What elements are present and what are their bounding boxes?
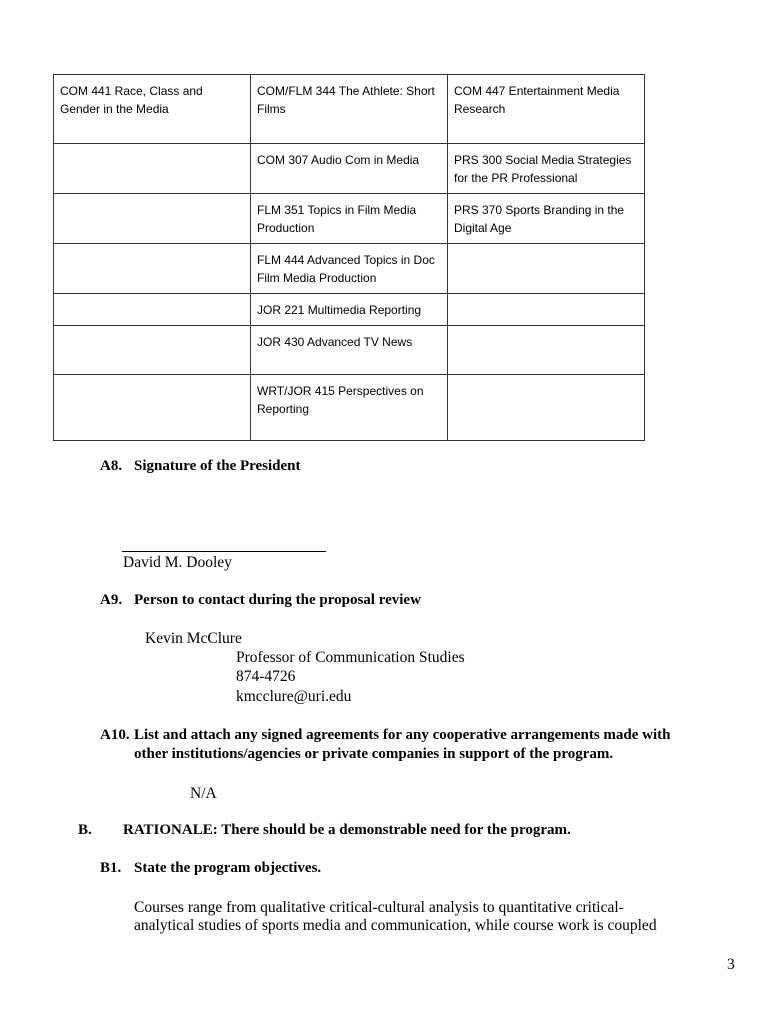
table-cell: COM 307 Audio Com in Media xyxy=(251,144,448,194)
section-a8-label: A8. xyxy=(100,458,123,474)
table-cell: COM 447 Entertainment Media Research xyxy=(448,75,645,144)
signature-line xyxy=(122,551,326,552)
table-cell: COM 441 Race, Class and Gender in the Media xyxy=(54,75,251,144)
table-cell: JOR 221 Multimedia Reporting xyxy=(251,294,448,326)
table-cell: COM/FLM 344 The Athlete: Short Films xyxy=(251,75,448,144)
page-number: 3 xyxy=(727,956,735,973)
table-cell: WRT/JOR 415 Perspectives on Reporting xyxy=(251,375,448,441)
section-b1-label: B1. xyxy=(100,860,122,876)
table-row xyxy=(54,375,645,441)
signer-name: David M. Dooley xyxy=(123,554,232,571)
section-b-title: RATIONALE: There should be a demonstrable need for the program. xyxy=(123,822,571,838)
table-cell xyxy=(54,375,251,441)
section-a9-label: A9. xyxy=(100,592,123,608)
section-a10-label: A10. xyxy=(100,727,130,743)
table-row xyxy=(54,326,645,375)
section-a10-line-2: other institutions/agencies or private companies in support of the program. xyxy=(134,746,614,762)
table-cell: FLM 351 Topics in Film Media Production xyxy=(251,194,448,244)
table-row xyxy=(54,244,645,294)
table-cell xyxy=(54,144,251,194)
contact-email: kmcclure@uri.edu xyxy=(236,688,352,705)
section-a10-line-1: List and attach any signed agreements for any cooperative arrangements made with xyxy=(134,727,671,743)
table-cell: PRS 300 Social Media Strategies for the PR Professional xyxy=(448,144,645,194)
table-cell xyxy=(448,294,645,326)
course-table xyxy=(53,74,645,441)
table-cell: JOR 430 Advanced TV News xyxy=(251,326,448,375)
b1-paragraph-line-1: Courses range from qualitative critical-cultural analysis to quantitative critical- xyxy=(134,899,624,916)
section-a9-title: Person to contact during the proposal review xyxy=(134,592,421,608)
section-b-label: B. xyxy=(78,822,92,838)
table-cell xyxy=(54,326,251,375)
contact-phone: 874-4726 xyxy=(236,668,296,685)
section-b1-title: State the program objectives. xyxy=(134,860,322,876)
a10-answer: N/A xyxy=(190,785,217,802)
table-cell xyxy=(54,294,251,326)
table-cell xyxy=(54,244,251,294)
table-cell xyxy=(448,326,645,375)
table-cell xyxy=(448,375,645,441)
table-row xyxy=(54,294,645,326)
b1-paragraph-line-2: analytical studies of sports media and communication, while course work is coupled xyxy=(134,917,657,934)
table-row xyxy=(54,144,645,194)
table-cell xyxy=(448,244,645,294)
table-row xyxy=(54,194,645,244)
table-cell: FLM 444 Advanced Topics in Doc Film Media Production xyxy=(251,244,448,294)
table-row xyxy=(54,75,645,144)
section-a8-title: Signature of the President xyxy=(134,458,301,474)
table-cell xyxy=(54,194,251,244)
contact-position: Professor of Communication Studies xyxy=(236,649,465,666)
contact-name: Kevin McClure xyxy=(145,630,242,647)
table-cell: PRS 370 Sports Branding in the Digital Age xyxy=(448,194,645,244)
